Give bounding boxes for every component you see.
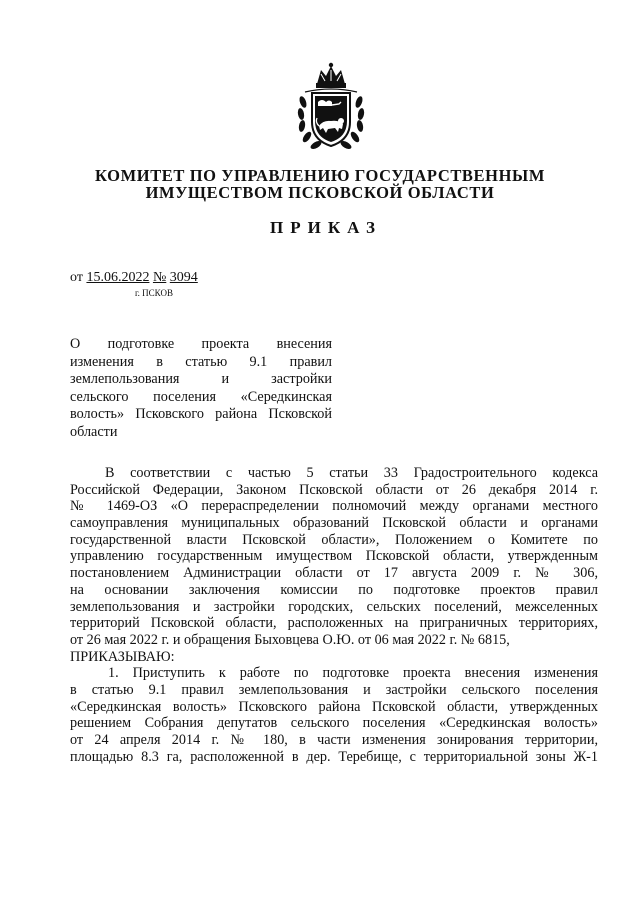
body-line: землепользования и застройки городских, сельских поселений, межселенных (70, 598, 598, 615)
order-body (70, 465, 598, 765)
body-line: № 1469-ОЗ «О перераспределении полномочий между органами местного (70, 498, 598, 515)
order-number-sign: № (152, 270, 167, 285)
subject-line: О подготовке проекта внесения (70, 336, 332, 352)
order-number: 3094 (169, 270, 198, 285)
body-line: территорий Псковской области, расположенных на приграничных территориях, (70, 615, 598, 632)
clause-1-line: 1. Приступить к работе по подготовке проекта внесения изменения (108, 665, 598, 682)
body-line: постановлением Администрации области от 17 августа 2009 г. № 306, (70, 565, 598, 582)
clause-1-line: в статью 9.1 правил землепользования и застройки сельского поселения (70, 681, 598, 698)
body-line: от 26 мая 2022 г. и обращения Быховцева О.Ю. от 06 мая 2022 г. № 6815, (70, 631, 510, 648)
committee-name-line-2: ИМУЩЕСТВОМ ПСКОВСКОЙ ОБЛАСТИ (145, 183, 495, 202)
document-type-title: ПРИКАЗ (270, 218, 382, 237)
order-date: 15.06.2022 (86, 270, 150, 285)
body-line: В соответствии с частью 5 статьи 33 Градостроительного кодекса (105, 465, 598, 481)
body-line: государственной власти Псковской области», Положением о Комитете по (70, 531, 598, 548)
subject-line: области (70, 423, 118, 440)
body-line: на основании заключения комиссии по подготовке проектов правил (70, 581, 598, 598)
body-line: Российской Федерации, Законом Псковской области от 26 декабря 2014 г. (70, 481, 598, 498)
subject-line: волость» Псковского района Псковской (70, 406, 332, 423)
clause-1-line: «Середкинская волость» Псковского района Псковской области, утвержденных (70, 698, 598, 715)
order-city: г. ПСКОВ (135, 288, 173, 298)
clause-1-line: от 24 апреля 2014 г. № 180, в части изменения зонирования территории, (70, 732, 598, 748)
clause-1-line: решением Собрания депутатов сельского поселения «Середкинская волость» (70, 715, 598, 732)
order-directive: ПРИКАЗЫВАЮ: (70, 648, 175, 665)
committee-name-line-1: КОМИТЕТ ПО УПРАВЛЕНИЮ ГОСУДАРСТВЕННЫМ (95, 166, 545, 185)
subject-line: изменения в статью 9.1 правил (70, 353, 332, 370)
pskov-coat-of-arms-icon (295, 62, 367, 154)
order-date-prefix: от (70, 270, 83, 285)
body-line: самоуправления муниципальных образований Псковской области и органами (70, 515, 598, 532)
order-date-number (70, 270, 198, 286)
subject-line: сельского поселения «Середкинская (70, 388, 332, 405)
subject-line: землепользования и застройки (70, 371, 332, 388)
order-subject (70, 336, 332, 442)
body-line: управлению государственным имуществом Псковской области, утвержденным (70, 548, 598, 565)
clause-1-line: площадью 8.3 га, расположенной в дер. Теребище, с территориальной зоны Ж-1 (70, 748, 598, 765)
